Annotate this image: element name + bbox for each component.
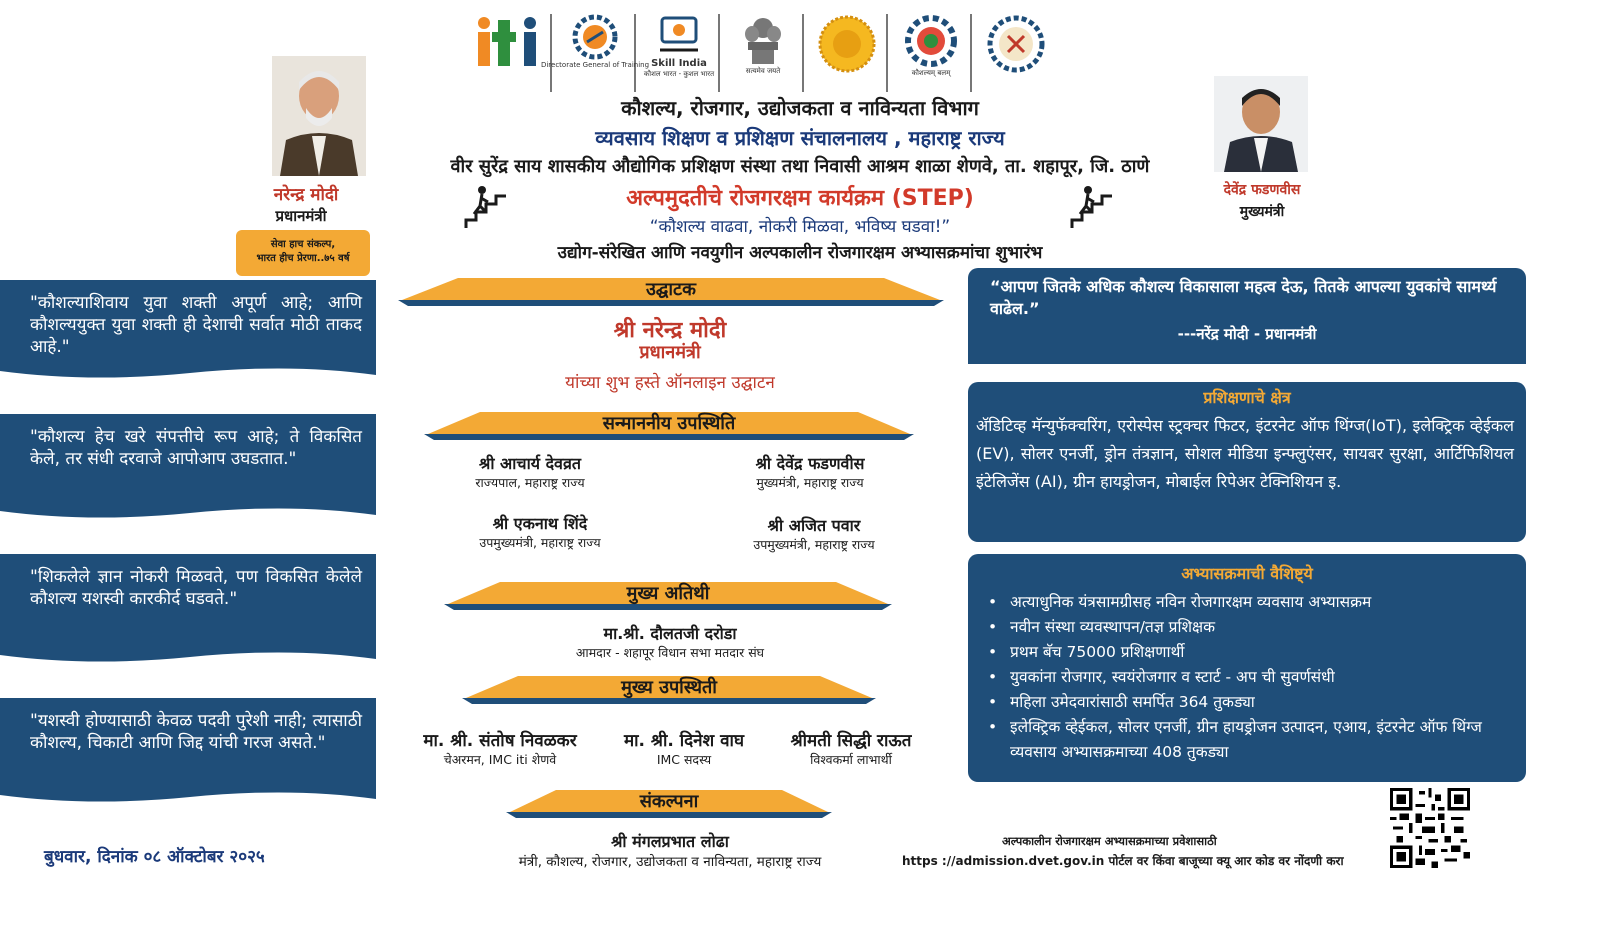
right-quote-author: ---नरेंद्र मोदी - प्रधानमंत्री <box>1177 325 1317 343</box>
chief-guest-name: मा.श्री. दौलतजी दरोडा <box>603 624 737 643</box>
person-name: मा. श्री. संतोष निवळकर <box>423 731 577 751</box>
person-name: मा. श्री. दिनेश वाघ <box>623 731 744 751</box>
chief-guest-banner <box>444 580 892 610</box>
quote-text-3: "शिकलेले ज्ञान नोकरी मिळवते, पण विकसित केलेले कौशल्य यशस्वी कारकीर्द घडवते." <box>30 567 362 609</box>
quote-box-2 <box>0 414 376 520</box>
inaugurator-role: प्रधानमंत्री <box>639 342 701 363</box>
program-slogan: “कौशल्य वाढवा, नोकरी मिळवा, भविष्य घडवा!” <box>649 217 951 237</box>
main-presence-person-3 <box>766 728 936 768</box>
person-name: श्रीमती सिद्धी राऊत <box>790 731 912 751</box>
chief-guest <box>440 622 900 661</box>
concept-person <box>440 830 900 870</box>
quote-box-1 <box>0 280 376 380</box>
national-emblem-logo <box>730 14 804 92</box>
admission-url[interactable]: https ://admission.dvet.gov.in पोर्टल वर किंवा बाजूच्या क्यू आर कोड वर नोंदणी करा <box>902 854 1344 868</box>
honored-person-4 <box>704 514 924 553</box>
quote-box-3 <box>0 554 376 664</box>
skill-india-tagline: कौशल भारत - कुशल भारत <box>643 70 715 78</box>
lion-capital-icon <box>740 14 786 66</box>
right-quote-box <box>968 268 1526 364</box>
concept-role: मंत्री, कौशल्य, रोजगार, उद्योजकता व नाविन्यता, महाराष्ट्र राज्य <box>518 854 822 870</box>
quote-text-4: "यशस्वी होण्यासाठी केवळ पदवी पुरेशी नाही; त्यासाठी कौशल्य, चिकाटी आणि जिद्द यांची गरज असते." <box>30 711 362 753</box>
launch-line: उद्योग-संरेखित आणि नवयुगीन अल्पकालीन रोजगारक्षम अभ्यासक्रमांचा शुभारंभ <box>557 243 1043 263</box>
dgt-caption: Directorate General of Training <box>540 61 650 69</box>
admission-title: अल्पकालीन रोजगारक्षम अभ्यासक्रमाच्या प्रवेशासाठी <box>1002 834 1217 848</box>
honored-banner <box>424 410 914 440</box>
skill-india-logo <box>643 14 720 92</box>
honored-person-3 <box>430 512 650 551</box>
qr-code-icon[interactable] <box>1390 788 1470 868</box>
logo-row <box>478 14 1098 96</box>
main-presence-banner <box>462 674 876 704</box>
training-areas-box <box>968 382 1526 542</box>
dvet-logo <box>982 14 1056 92</box>
kaushalyam-logo <box>898 14 972 92</box>
iti-logo-icon <box>476 14 546 70</box>
person-name: श्री एकनाथ शिंदे <box>492 514 588 533</box>
badge-line-2: भारत हीच प्रेरणा..७५ वर्ष <box>256 253 350 264</box>
feature-item: • अत्याधुनिक यंत्रसामग्रीसह नविन रोजगारक्षम व्यवसाय अभ्यासक्रम <box>988 590 1516 615</box>
training-areas-title: प्रशिक्षणाचे क्षेत्र <box>1203 388 1291 407</box>
program-title: अल्पमुदतीचे रोजगरक्षम कार्यक्रम (STEP) <box>626 186 974 211</box>
person-role: विश्वकर्मा लाभार्थी <box>810 752 892 767</box>
skill-india-icon <box>656 14 702 56</box>
right-leader-portrait <box>1214 76 1308 172</box>
quote-text-2: "कौशल्य हेच खरे संपत्तीचे रूप आहे; ते विकसित केले, तर संधी दरवाजे आपोआप उघडतात." <box>30 427 362 469</box>
person-role: उपमुख्यमंत्री, महाराष्ट्र राज्य <box>753 537 875 552</box>
main-presence-person-2 <box>604 728 764 768</box>
quote-text-1: "कौशल्याशिवाय युवा शक्ती अपूर्ण आहे; आणि कौशल्ययुक्त युवा शक्ती ही देशाची सर्वात मोठी ताकद आहे." <box>30 293 362 357</box>
person-role: चेअरमन, IMC iti शेणवे <box>443 752 557 767</box>
person-name: श्री अजित पवार <box>767 516 861 535</box>
event-date: बुधवार, दिनांक ०८ ऑक्टोबर २०२५ <box>44 847 265 867</box>
right-leader-role: मुख्यमंत्री <box>1239 204 1285 220</box>
training-areas-text: ॲडिटिव्ह मॅन्युफॅक्चरिंग, एरोस्पेस स्ट्रक्चर फिटर, इंटरनेट ऑफ थिंग्ज(IoT), इलेक्ट्रिक व्हेईकल (EV), सोलर एनर्जी, ड्रोन तंत्रज्ञान, सोशल मीडिया इन्फ्लुएंसर, सायबर सुरक्षा, आर्टिफिशियल इंटेलिजेंस (AI), ग्रीन हायड्रोजन, मोबाईल रिपेअर टेक्निशियन इ. <box>976 416 1514 491</box>
person-name: श्री देवेंद्र फडणवीस <box>755 454 865 473</box>
features-list <box>968 584 1526 773</box>
emblem-caption: सत्यमेव जयते <box>745 67 781 75</box>
directorate-title: व्यवसाय शिक्षण व प्रशिक्षण संचालनालय , महाराष्ट्र राज्य <box>595 126 1005 150</box>
dgt-logo <box>540 14 650 92</box>
right-quote-text: “आपण जितके अधिक कौशल्य विकासाला महत्व देऊ, तितके आपल्या युवकांचे सामर्थ्य वाढेल.” <box>990 277 1497 318</box>
chief-guest-label: मुख्य अतिथी <box>626 583 710 604</box>
feature-item: • युवकांना रोजगार, स्वयंरोजगार व स्टार्ट - अप ची सुवर्णसंधी <box>988 665 1516 690</box>
features-box <box>968 554 1526 782</box>
maharashtra-seal-icon <box>817 14 877 74</box>
person-role: मुख्यमंत्री, महाराष्ट्र राज्य <box>756 475 864 490</box>
person-name: श्री आचार्य देवव्रत <box>479 454 581 473</box>
left-leader-portrait <box>272 56 366 176</box>
feature-item: • इलेक्ट्रिक व्हेईकल, सोलर एनर्जी, ग्रीन हायड्रोजन उत्पादन, एआय, इंटरनेट ऑफ थिंग्ज व्यवसाय अभ्यासक्रमाच्या 408 तुकड्या <box>988 715 1516 765</box>
honored-person-1 <box>430 452 630 491</box>
left-leader-name: नरेन्द्र मोदी <box>273 185 339 205</box>
feature-item: • प्रथम बॅच 75000 प्रशिक्षणार्थी <box>988 640 1516 665</box>
seva-badge <box>236 230 370 276</box>
main-presence-person-1 <box>400 728 600 768</box>
main-presence-label: मुख्य उपस्थिती <box>621 677 717 698</box>
feature-item: • नवीन संस्था व्यवस्थापन/तज्ञ प्रशिक्षक <box>988 615 1516 640</box>
concept-name: श्री मंगलप्रभात लोढा <box>611 832 729 851</box>
inaugurator-name: श्री नरेन्द्र मोदी <box>613 318 727 343</box>
person-role: राज्यपाल, महाराष्ट्र राज्य <box>475 475 585 490</box>
kaushalyam-caption: कौशल्यम् बलम् <box>911 69 951 77</box>
dgt-gear-icon <box>572 14 618 60</box>
honored-person-2 <box>710 452 910 491</box>
concept-label: संकल्पना <box>639 791 699 812</box>
right-leader-name: देवेंद्र फडणवीस <box>1223 182 1301 198</box>
skill-india-caption: Skill India <box>651 58 707 69</box>
honored-label: सन्माननीय उपस्थिति <box>602 413 736 434</box>
person-role: उपमुख्यमंत्री, महाराष्ट्र राज्य <box>479 535 601 550</box>
iti-logo <box>478 14 552 92</box>
left-leader-role: प्रधानमंत्री <box>275 207 327 225</box>
stairs-climber-icon-left <box>462 184 510 232</box>
inauguration-note: यांच्या शुभ हस्ते ऑनलाइन उद्घाटन <box>565 373 775 393</box>
maharashtra-seal-logo <box>814 14 888 92</box>
dvet-gear-icon <box>986 14 1046 74</box>
department-title: कौशल्य, रोजगार, उद्योजकता व नाविन्यता विभाग <box>621 96 979 120</box>
concept-banner <box>506 788 832 818</box>
inauguration-banner <box>398 276 944 306</box>
person-role: IMC सदस्य <box>656 752 712 767</box>
kaushalyam-gear-icon <box>903 14 959 68</box>
feature-item: • महिला उमेदवारांसाठी समर्पित 364 तुकड्या <box>988 690 1516 715</box>
stairs-climber-icon-right <box>1068 184 1116 232</box>
chief-guest-role: आमदार - शहापूर विधान सभा मतदार संघ <box>575 645 765 660</box>
badge-line-1: सेवा हाच संकल्प, <box>270 239 336 250</box>
features-title: अभ्यासक्रमाची वैशिष्ट्ये <box>1181 564 1313 583</box>
quote-box-4 <box>0 698 376 804</box>
inauguration-label: उद्घाटक <box>646 279 696 300</box>
institute-title: वीर सुरेंद्र साय शासकीय औद्योगिक प्रशिक्षण संस्था तथा निवासी आश्रम शाळा शेणवे, ता. शहापूर, जि. ठाणे <box>450 156 1150 177</box>
